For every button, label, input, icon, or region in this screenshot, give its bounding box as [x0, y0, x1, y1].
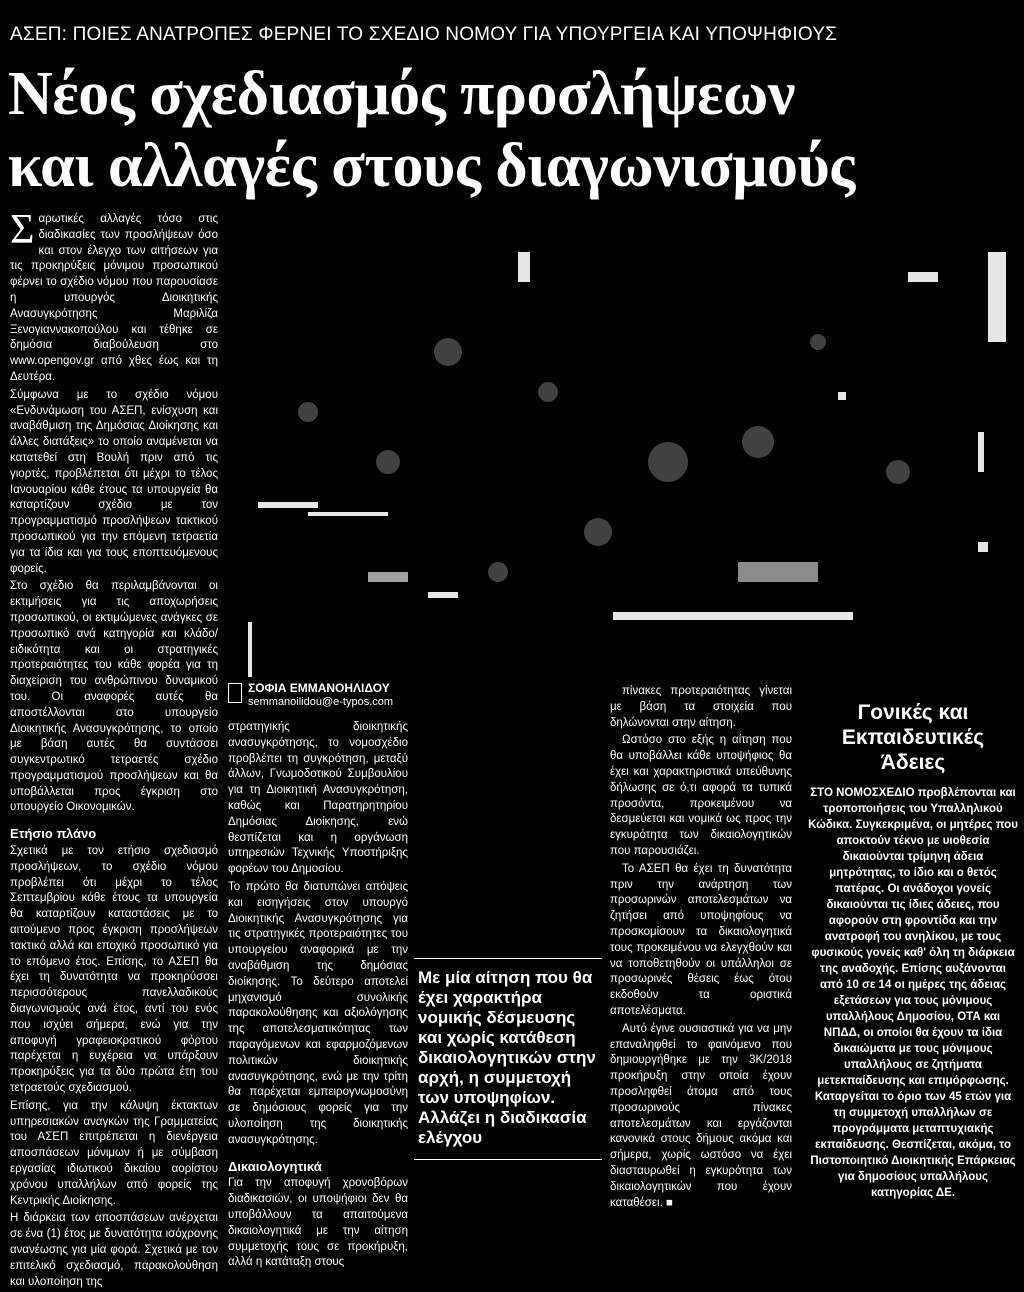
article-column-1: [10, 207, 218, 1292]
document-icon: [228, 683, 242, 703]
paragraph: Η διάρκεια των αποσπάσεων ανέρχεται σε ένα (1) έτος με δυνατότητα ισόχρονης ανανέωσης για μία φορά. Σχετικά με τον επιτελικό σχεδιασμό, παρακολούθηση και υλοποίηση της: [10, 1212, 218, 1288]
paragraph: Σύμφωνα με το σχέδιο νόμου «Ενδυνάμωση του ΑΣΕΠ, ενίσχυση και αναβάθμιση της Δημόσιας Διοίκησης και άλλες διατάξεις» το οποίο αναμένεται να κατατεθεί στη Βουλή πριν από τις γιορτές, προβλέπεται ότι μέχρι το τέλος Ιανουαρίου κάθε έτους τα υπουργεία θα καταρτίζουν σχέδιο με τον προγραμματισμό προσλήψεων τακτικού προσωπικού για την επόμενη τετραετία για τα ίδια και για τους εποπτευόμενους φορείς.: [10, 388, 218, 575]
subheading: Δικαιολογητικά: [228, 1158, 322, 1174]
subheading: Ετήσιο πλάνο: [10, 826, 97, 842]
headline: [8, 58, 1018, 202]
author-email: semmanoilidou@e-typos.com: [248, 696, 394, 708]
paragraph: πίνακες προτεραιότητας γίνεται με βάση τα στοιχεία που δηλώνονται στην αίτηση.: [610, 685, 792, 729]
pullquote: Με μία αίτηση που θα έχει χαρακτήρα νομικής δέσμευσης και χωρίς κατάθεση δικαιολογητικών στην αρχή, η συμμετοχή των υποψηφίων. Αλλάζει η διαδικασία ελέγχου: [418, 968, 596, 1147]
paragraph: Το ΑΣΕΠ θα έχει τη δυνατότητα πριν την ανάρτηση των προσωρινών αποτελεσμάτων να ζητήσει από υποψηφίους να προσκομίσουν τα δικαιολογητικά τους προκειμένου να ελεγχθούν και να τοποθετηθούν οι υπάλληλοι σε προσωρινές θέσεις έως ότου εκδοθούν τα οριστικά αποτελέσματα.: [610, 862, 792, 1017]
paragraph: Αυτό έγινε ουσιαστικά για να μην επαναληφθεί το φαινόμενο που δημιουργήθηκε με την 3Κ/2018 προκήρυξη στην οποία έχουν προσληφθεί άτομα από τους προσωρινούς πίνακες αποτελεσμάτων και εργάζονται κανονικά στους δήμους ακόμα και σήμερα, χωρίς ωστόσο να έχει διασταυρωθεί η εγκυρότητα των δικαιολογητικών που έχουν καταθέσει. ■: [610, 1022, 792, 1209]
paragraph: Σχετικά με τον ετήσιο σχεδιασμό προσλήψεων, το σχέδιο νόμου προβλέπει ότι μέχρι το τέλος Σεπτεμβρίου κάθε έτους τα υπουργεία θα καταρτίζουν καταστάσεις με το αιτούμενο προς έγκριση προσλήψεων τακτικό αλλά και εποχικό προσωπικό για το επόμενο έτος. Επίσης, το ΑΣΕΠ θα έχει τη δυνατότητα να προκηρύσσει περισσότερους πανελλαδικούς διαγωνισμούς ανά έτος, αντί του ενός που ισχύει σήμερα, ενώ για την αποφυγή γραφειοκρατικού φόρτου παρέχεται η ευχέρεια να υπάρξουν προκηρύξεις για τα δύο πρώτα έτη του τετραετούς σχεδιασμού.: [10, 845, 218, 1095]
paragraph: Ωστόσο στο εξής η αίτηση που θα υποβάλλει κάθε υποψήφιος θα έχει και χαρακτηριστικά υπεύθυνης δήλωσης σε ό,τι αφορά τα τυπικά προσόντα, προκειμένου να δεσμεύεται και νομικά ως προς την εγκυρότητα των δικαιολογητικών που παρουσιάζει.: [610, 734, 792, 857]
paragraph: αρωτικές αλλαγές τόσο στις διαδικασίες των προσλήψεων όσο και στον έλεγχο των αιτήσεων για τις προκηρύξεις μόνιμου προσωπικού φέρνει το σχέδιο νόμου που παρουσίασε η υπουργός Διοικητικής Ανασυγκρότησης Μαριλίζα Ξενογιαννακοπούλου και τέθηκε σε δημόσια διαβούλευση στο www.opengov.gr από χθες έως και τη Δευτέρα.: [10, 213, 218, 383]
sidebar-box: [808, 700, 1018, 1203]
sidebar-title: Γονικές και Εκπαιδευτικές Άδειες: [841, 701, 985, 774]
paragraph: στρατηγικής διοικητικής ανασυγκρότησης, το νομοσχέδιο προβλέπει τη συγκρότηση, μεταξύ άλλων, Γνωμοδοτικού Συμβουλίου για τη Διοικητική Ανασυγκρότηση, καθώς και Παρατηρητηρίου Δημόσιας Διοίκησης, ενώ θεσπίζεται και η οργάνωση υπηρεσιών Τεχνικής Υποστήριξης φορέων του Δημοσίου.: [228, 721, 408, 876]
article-column-2: [228, 720, 408, 1273]
paragraph: Το πρώτο θα διατυπώνει απόψεις και εισηγήσεις στον υπουργό Διοικητικής Ανασυγκρότησης για τις στρατηγικές προτεραιότητες του υπουργείου αναφορικά με την αναβάθμιση της δημόσιας διοίκησης. Το δεύτερο αποτελεί μηχανισμό συνολικής παρακολούθησης και αξιολόγησης της αποτελεσματικότητας των παραγόμενων και εφαρμοζόμενων πολιτικών διοικητικής ανασυγκρότησης, ενώ με την τρίτη θα παρέχεται εμπειρογνωμοσύνη σε δημόσιους φορείς για την υλοποίηση της διοικητικής ανασυγκρότησης.: [228, 880, 408, 1146]
paragraph: Για την αποφυγή χρονοβόρων διαδικασιών, οι υποψήφιοι δεν θα υποβάλλουν τα απαιτούμενα δικαιολογητικά με την αίτηση συμμετοχής τους σε προκήρυξη, αλλά η κατάταξη στους: [228, 1177, 408, 1269]
paragraph: Επίσης, για την κάλυψη έκτακτων υπηρεσιακών αναγκών της Γραμματείας του ΑΣΕΠ επιτρέπεται η διενέργεια αποσπάσεων μόνιμων ή με σύμβαση εργασίας ιδιωτικού δικαίου αορίστου χρόνου υπαλλήλων από φορείς της Κεντρικής Διοίκησης.: [10, 1099, 218, 1207]
sidebar-text: ΣΤΟ ΝΟΜΟΣΧΕΔΙΟ προβλέπονται και τροποποιήσεις του Υπαλληλικού Κώδικα. Συγκεκριμένα, οι μητέρες που αποκτούν τέκνο με υιοθεσία δικαιούνται τρίμηνη άδεια μητρότητας, το ίδιο και ο θετός πατέρας. Οι ανάδοχοι γονείς δικαιούνται τις ίδιες άδειες, που αφορούν στη φροντίδα και την ανατροφή του ανηλίκου, με τους φυσικούς γονείς καθ' όλη τη διάρκεια της αναδοχής. Επίσης αυξάνονται από 10 σε 14 οι ημέρες της άδειας εξετάσεων για τους μόνιμους υπαλλήλους Δημοσίου, ΟΤΑ και ΝΠΔΔ, οι οποίοι θα έχουν τα ίδια δικαιώματα με τους μόνιμους υπαλλήλους σε ζητήματα μετεκπαίδευσης και επιμόρφωσης. Καταργείται το όριο των 45 ετών για τη συμμετοχή υπαλλήλων σε προγράμματα μεταπτυχιακής εκπαίδευσης. Θεσπίζεται, ακόμα, το Πιστοποιητικό Διοικητικής Επάρκειας για δημοσίους υπαλλήλους κατηγορίας ΔΕ.: [808, 787, 1018, 1199]
headline-line-1: Νέος σχεδιασμός προσλήψεων: [8, 60, 796, 128]
author-name: ΣΟΦΙΑ ΕΜΜΑΝΟΗΛΙΔΟΥ: [248, 681, 390, 695]
photo-graphic: [218, 212, 1024, 677]
dropcap: Σ: [10, 207, 35, 253]
headline-line-2: και αλλαγές στους διαγωνισμούς: [8, 132, 855, 200]
article-photo: [218, 212, 1024, 677]
kicker: ΑΣΕΠ: ΠΟΙΕΣ ΑΝΑΤΡΟΠΕΣ ΦΕΡΝΕΙ ΤΟ ΣΧΕΔΙΟ ΝΟΜΟΥ ΓΙΑ ΥΠΟΥΡΓΕΙΑ ΚΑΙ ΥΠΟΨΗΦΙΟΥΣ: [10, 24, 838, 45]
article-column-3: [610, 684, 792, 1213]
paragraph: Στο σχέδιο θα περιλαμβάνονται οι εκτιμήσεις για τις αποχωρήσεις προσωπικού, οι εκτιμώμενες ανάγκες σε προσωπικό ανά κατηγορία και κλάδο/ειδικότητα και οι στρατηγικές προτεραιότητες του κάθε φορέα για τη διαχείριση του ανθρώπινου δυναμικού του. Οι αναφορές αυτές θα αποστέλλονται στο υπουργείο Διοικητικής Ανασυγκρότησης, το οποίο με βάση αυτές θα συντάσσει συγκεντρωτικό τετραετές σχέδιο προγραμματισμού προσλήψεων και θα υποβάλλεται προς έγκριση στο υπουργείο Οικονομικών.: [10, 580, 218, 814]
